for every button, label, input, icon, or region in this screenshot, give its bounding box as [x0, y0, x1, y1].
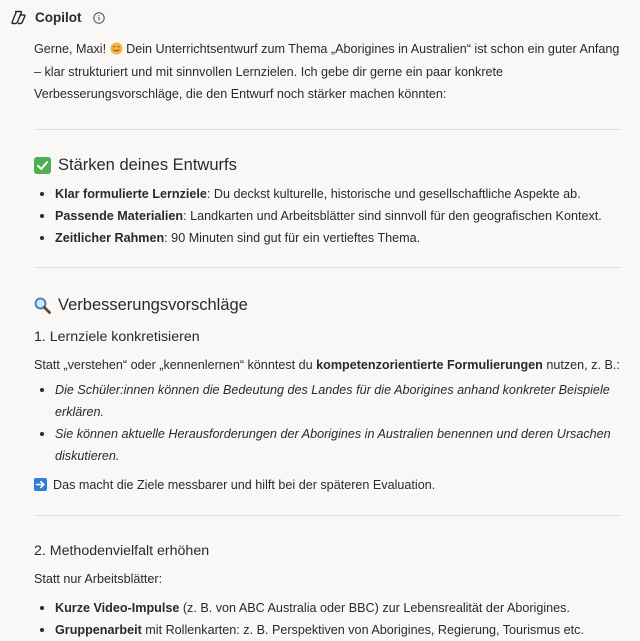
list-item: Passende Materialien: Landkarten und Arbeitsblätter sind sinnvoll für den geografischen Kontext.	[34, 205, 622, 227]
magnifying-glass-icon	[34, 297, 51, 314]
divider	[34, 515, 622, 516]
chat-header	[10, 7, 105, 27]
copilot-logo-icon	[10, 9, 27, 26]
list-item: Kurze Video-Impulse (z. B. von ABC Australia oder BBC) zur Lebensrealität der Aborigines.	[34, 597, 622, 619]
smiling-face-icon	[110, 40, 123, 53]
app-name: Copilot	[35, 9, 82, 25]
list-item: Sie können aktuelle Herausforderungen der Aborigines in Australien benennen und deren Ursachen diskutieren.	[34, 423, 622, 467]
info-icon[interactable]	[93, 11, 105, 23]
assistant-message	[34, 38, 622, 641]
list-item: Gruppenarbeit mit Rollenkarten: z. B. Perspektiven von Aborigines, Regierung, Tourismus etc.	[34, 619, 622, 641]
right-arrow-icon	[34, 478, 47, 491]
list-item: Die Schüler:innen können die Bedeutung des Landes für die Aborigines anhand konkreter Beispiele erklären.	[34, 379, 622, 423]
check-mark-icon	[34, 157, 51, 174]
divider	[34, 267, 622, 268]
section-intro: Statt nur Arbeitsblätter:	[34, 571, 163, 586]
strengths-list	[34, 183, 622, 249]
strengths-heading: Stärken deines Entwurfs	[34, 156, 622, 175]
intro-paragraph: Gerne, Maxi! Dein Unterrichtsentwurf zum Thema „Aborigines in Australien“ ist schon ein guter Anfang – klar strukturiert und mit sinnvollen Lernzielen. Ich gebe dir gerne ein paar konkrete Verbesserungsvorschläge, die den Entwurf noch stärker machen könnten:	[34, 42, 620, 101]
methods-list	[34, 597, 622, 641]
improvements-heading: Verbesserungsvorschläge	[34, 296, 622, 315]
list-item: Zeitlicher Rahmen: 90 Minuten sind gut für ein vertieftes Thema.	[34, 227, 622, 249]
section-heading: 1. Lernziele konkretisieren	[34, 328, 200, 345]
section-intro: Statt „verstehen“ oder „kennenlernen“ könntest du kompetenzorientierte Formulierungen nutzen, z. B.:	[34, 357, 620, 372]
section-heading: 2. Methodenvielfalt erhöhen	[34, 542, 210, 559]
list-item: Klar formulierte Lernziele: Du deckst kulturelle, historische und gesellschaftliche Aspekte ab.	[34, 183, 622, 205]
divider	[34, 129, 622, 130]
note-line: Das macht die Ziele messbarer und hilft bei der späteren Evaluation.	[34, 474, 622, 497]
goals-list	[34, 379, 622, 467]
